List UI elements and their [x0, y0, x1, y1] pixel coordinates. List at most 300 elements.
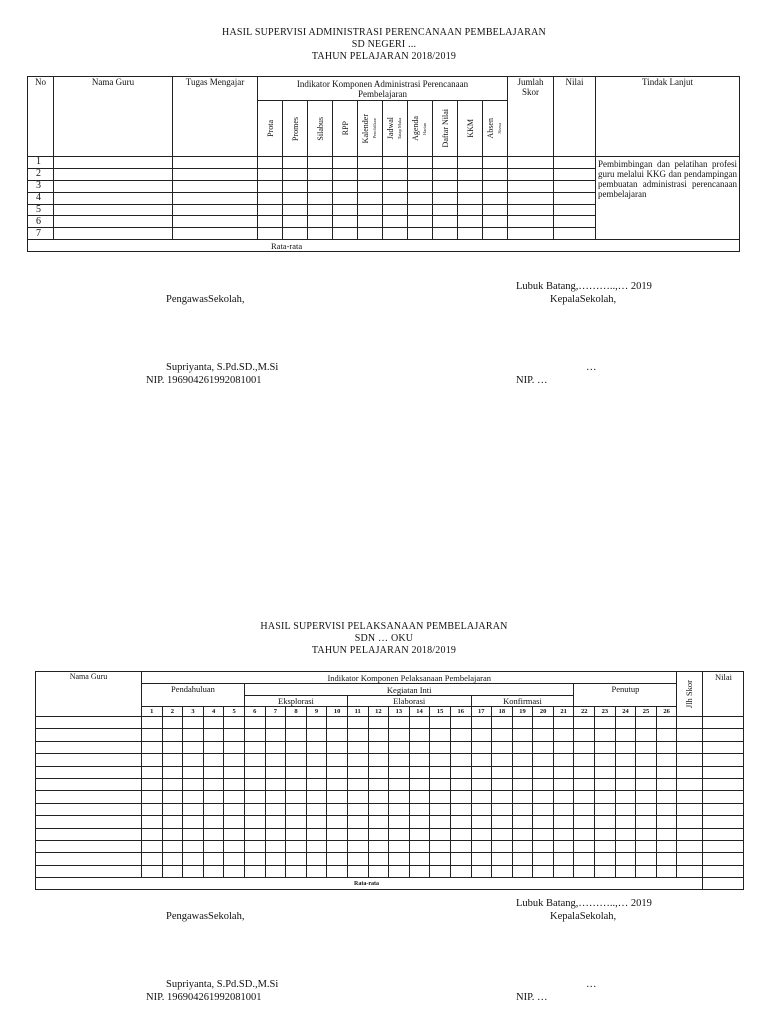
table-cell: [553, 729, 574, 741]
table-cell: [333, 216, 358, 228]
table-cell: [183, 778, 204, 790]
table-cell: [554, 157, 596, 169]
table-cell: [203, 766, 224, 778]
tindak-lanjut-text: Pembimbingan dan pelatihan profesi guru melalui KKG dan pendampingan pembuatan administrasi perencanaan pembelajaran: [596, 157, 740, 240]
table-cell: [677, 840, 703, 852]
table-cell: [327, 766, 348, 778]
table-cell: [471, 840, 492, 852]
table-cell: [533, 717, 554, 729]
indicator-number: 5: [224, 707, 245, 717]
table-cell: [286, 828, 307, 840]
table-cell: [512, 717, 533, 729]
table-cell: [450, 828, 471, 840]
table-cell: [173, 216, 258, 228]
row-number: 6: [28, 216, 54, 228]
table-cell: [409, 840, 430, 852]
table-cell: [553, 840, 574, 852]
table-cell: [333, 180, 358, 192]
table-cell: [574, 766, 595, 778]
table-cell: [512, 840, 533, 852]
table-cell: [347, 803, 368, 815]
indicator-number: 19: [512, 707, 533, 717]
indicator-prota: [258, 101, 283, 157]
table-cell: [508, 157, 554, 169]
table-cell: [183, 828, 204, 840]
table-cell: [553, 717, 574, 729]
principal-role: KepalaSekolah,: [550, 911, 617, 922]
table-cell: [595, 778, 616, 790]
header-konfirmasi: Konfirmasi: [471, 696, 574, 707]
table-cell: [433, 216, 458, 228]
header-jlh-skor: [677, 672, 703, 717]
table-cell: [656, 754, 677, 766]
table-cell: [450, 853, 471, 865]
table-cell: [408, 180, 433, 192]
table-cell: [389, 778, 410, 790]
indicator-absen: [483, 101, 508, 157]
table-cell: [162, 778, 183, 790]
table-cell: [656, 729, 677, 741]
table-cell: [224, 778, 245, 790]
table-cell: [636, 828, 657, 840]
table-cell: [347, 717, 368, 729]
table-cell: [203, 828, 224, 840]
table-cell: [203, 791, 224, 803]
indicator-promes: [283, 101, 308, 157]
table-cell: [333, 228, 358, 240]
table-cell: [358, 157, 383, 169]
table-cell: [36, 803, 142, 815]
table-cell: [286, 717, 307, 729]
table-cell: [36, 754, 142, 766]
table-cell: [574, 816, 595, 828]
table-cell: [244, 791, 265, 803]
table-cell: [283, 228, 308, 240]
table-cell: [533, 840, 554, 852]
table-cell: [450, 741, 471, 753]
table-cell: [265, 853, 286, 865]
indicator-number: 2: [162, 707, 183, 717]
table-cell: [433, 228, 458, 240]
table-cell: [636, 840, 657, 852]
table-cell: [636, 717, 657, 729]
table-cell: [244, 717, 265, 729]
table-cell: [327, 853, 348, 865]
table-cell: [595, 803, 616, 815]
indicator-agenda: [408, 101, 433, 157]
table-cell: [203, 853, 224, 865]
indicator-label: [411, 116, 429, 141]
indicator-number: 18: [492, 707, 513, 717]
table-cell: [142, 840, 163, 852]
table-cell: [554, 192, 596, 204]
table-cell: [533, 816, 554, 828]
table-cell: [430, 717, 451, 729]
table-cell: [574, 840, 595, 852]
table-cell: [54, 228, 173, 240]
table-cell: [347, 754, 368, 766]
indicator-number: 6: [244, 707, 265, 717]
section2-title-line: TAHUN PELAJARAN 2018/2019: [311, 645, 457, 656]
table-cell: [615, 729, 636, 741]
header-nama-guru: Nama Guru: [36, 672, 142, 717]
table-cell: [595, 828, 616, 840]
table-cell: [677, 816, 703, 828]
table-cell: [533, 828, 554, 840]
table-cell: [471, 741, 492, 753]
table-cell: [306, 754, 327, 766]
table-cell: [677, 754, 703, 766]
indicator-sub: Harian: [422, 122, 427, 135]
table-cell: [677, 717, 703, 729]
indicator-label: [361, 114, 379, 143]
table-cell: [347, 791, 368, 803]
table-cell: [183, 816, 204, 828]
table-cell: [162, 729, 183, 741]
table-cell: [389, 791, 410, 803]
table-cell: [327, 729, 348, 741]
table-cell: [703, 865, 744, 877]
table-cell: [308, 204, 333, 216]
table-cell: [656, 717, 677, 729]
table-cell: [703, 741, 744, 753]
table-cell: [554, 180, 596, 192]
table-cell: [483, 204, 508, 216]
indicator-number: 7: [265, 707, 286, 717]
table-cell: [553, 803, 574, 815]
table-cell: [203, 754, 224, 766]
table-cell: [368, 778, 389, 790]
table-cell: [36, 816, 142, 828]
table-cell: [595, 729, 616, 741]
table-cell: [450, 803, 471, 815]
table-cell: [409, 729, 430, 741]
table-cell: [306, 816, 327, 828]
table-cell: [142, 754, 163, 766]
table-cell: [512, 853, 533, 865]
table-cell: [512, 729, 533, 741]
table-cell: [286, 865, 307, 877]
table-cell: [308, 168, 333, 180]
table-cell: [203, 729, 224, 741]
indicator-number: 24: [615, 707, 636, 717]
row-number: 2: [28, 168, 54, 180]
table-cell: [54, 204, 173, 216]
table-cell: [677, 853, 703, 865]
table-cell: [265, 778, 286, 790]
table-cell: [286, 778, 307, 790]
table-cell: [554, 204, 596, 216]
header-tugas-mengajar: Tugas Mengajar: [173, 77, 258, 157]
table-cell: [458, 204, 483, 216]
table-cell: [265, 816, 286, 828]
table-cell: [389, 840, 410, 852]
table-cell: [450, 766, 471, 778]
table-cell: [258, 157, 283, 169]
table-cell: [327, 741, 348, 753]
table-cell: [483, 180, 508, 192]
table-cell: [574, 741, 595, 753]
table-cell: [368, 865, 389, 877]
table-cell: [615, 766, 636, 778]
table-cell: [554, 216, 596, 228]
table-cell: [408, 216, 433, 228]
table-cell: [162, 803, 183, 815]
row-number: 4: [28, 192, 54, 204]
table-cell: [471, 853, 492, 865]
indicator-label: [386, 117, 404, 139]
table-cell: [389, 816, 410, 828]
indicator-label: [486, 118, 504, 138]
indicator-sub: Pendidikan: [372, 118, 377, 139]
row-number: 3: [28, 180, 54, 192]
table-cell: [471, 778, 492, 790]
table-row: [36, 865, 744, 877]
indicator-jadwal: [383, 101, 408, 157]
table-cell: [512, 865, 533, 877]
table-cell: [383, 168, 408, 180]
table-cell: [162, 865, 183, 877]
table-cell: [483, 157, 508, 169]
table-cell: [483, 228, 508, 240]
table-cell: [327, 865, 348, 877]
table-cell: [333, 192, 358, 204]
table-cell: [203, 741, 224, 753]
table-cell: [383, 204, 408, 216]
table-cell: [368, 717, 389, 729]
table-cell: [409, 791, 430, 803]
indicator-number: 12: [368, 707, 389, 717]
table-cell: [512, 766, 533, 778]
table-cell: [492, 803, 513, 815]
header-elaborasi: Elaborasi: [347, 696, 471, 707]
table-cell: [162, 828, 183, 840]
table-row: [36, 840, 744, 852]
table-row: [36, 828, 744, 840]
table-cell: [554, 228, 596, 240]
table-cell: [265, 717, 286, 729]
table-cell: [308, 228, 333, 240]
table-cell: [36, 828, 142, 840]
table-cell: [703, 803, 744, 815]
table-cell: [553, 778, 574, 790]
table-cell: [308, 192, 333, 204]
table-cell: [173, 180, 258, 192]
table-cell: [36, 717, 142, 729]
table-cell: [389, 865, 410, 877]
table-cell: [327, 840, 348, 852]
table-row: [36, 729, 744, 741]
indicator-number: 1: [142, 707, 163, 717]
indicator-number: 4: [203, 707, 224, 717]
average-label: Rata-rata: [36, 878, 703, 890]
table-cell: [636, 791, 657, 803]
principal-role: KepalaSekolah,: [550, 294, 617, 305]
table-cell: [409, 717, 430, 729]
table-cell: [430, 754, 451, 766]
table-cell: [574, 729, 595, 741]
indicator-main: Agenda: [411, 116, 420, 141]
table-cell: [224, 803, 245, 815]
table-cell: [36, 778, 142, 790]
indicator-label: Promes: [290, 116, 300, 141]
indicator-number: 13: [389, 707, 410, 717]
table-cell: [265, 729, 286, 741]
table-cell: [703, 828, 744, 840]
table-cell: [595, 754, 616, 766]
indicator-label: Silabus: [315, 116, 325, 141]
table-cell: [368, 840, 389, 852]
header-pendahuluan: Pendahuluan: [142, 684, 245, 707]
table-cell: [283, 192, 308, 204]
table-cell: [409, 803, 430, 815]
table-cell: [306, 717, 327, 729]
table-cell: [142, 766, 163, 778]
table-cell: [244, 729, 265, 741]
table-cell: [306, 853, 327, 865]
table-cell: [173, 168, 258, 180]
table-cell: [368, 853, 389, 865]
header-penutup: Penutup: [574, 684, 677, 707]
table-cell: [286, 791, 307, 803]
table-cell: [389, 741, 410, 753]
table-cell: [492, 828, 513, 840]
table-cell: [327, 816, 348, 828]
table-cell: [533, 754, 554, 766]
table-cell: [36, 741, 142, 753]
table-cell: [265, 754, 286, 766]
table-cell: [615, 803, 636, 815]
table-cell: [450, 840, 471, 852]
table-cell: [162, 840, 183, 852]
table-cell: [183, 791, 204, 803]
table-cell: [244, 741, 265, 753]
table-cell: [358, 192, 383, 204]
table-cell: [224, 741, 245, 753]
table-cell: [286, 741, 307, 753]
table-cell: [615, 853, 636, 865]
row-number: 7: [28, 228, 54, 240]
table-cell: [574, 865, 595, 877]
table-cell: [183, 754, 204, 766]
indicator-label: Daftar Nilai: [440, 109, 450, 148]
table-row: [36, 741, 744, 753]
table-cell: [471, 828, 492, 840]
table-cell: [409, 778, 430, 790]
table-cell: [636, 741, 657, 753]
table-body: [28, 157, 740, 240]
indicator-rpp: [333, 101, 358, 157]
table-cell: [574, 791, 595, 803]
table-cell: [162, 754, 183, 766]
table-cell: [162, 791, 183, 803]
table-cell: [430, 766, 451, 778]
table-cell: [286, 853, 307, 865]
table-cell: [183, 717, 204, 729]
table-cell: [512, 741, 533, 753]
table-cell: [142, 816, 163, 828]
table-cell: [458, 168, 483, 180]
section2-title: [0, 621, 768, 657]
table-cell: [389, 803, 410, 815]
table-cell: [358, 204, 383, 216]
table-cell: [389, 729, 410, 741]
principal-nip: NIP. …: [516, 992, 548, 1003]
table-cell: [636, 853, 657, 865]
table-cell: [224, 729, 245, 741]
indicator-number: 25: [636, 707, 657, 717]
header-tindak-lanjut: Tindak Lanjut: [596, 77, 740, 157]
table-cell: [615, 828, 636, 840]
table-cell: [450, 717, 471, 729]
header-indikator: Indikator Komponen Administrasi Perencanaan Pembelajaran: [258, 77, 508, 101]
table-cell: [636, 778, 657, 790]
table-cell: [508, 192, 554, 204]
table-cell: [368, 803, 389, 815]
table-cell: [615, 717, 636, 729]
table-cell: [224, 717, 245, 729]
table-cell: [656, 816, 677, 828]
table-cell: [595, 766, 616, 778]
table-cell: [492, 754, 513, 766]
principal-name: …: [586, 979, 597, 990]
table-cell: [492, 766, 513, 778]
table-cell: [244, 816, 265, 828]
table-cell: [677, 729, 703, 741]
table-cell: [430, 840, 451, 852]
table-cell: [471, 816, 492, 828]
table-row: [36, 754, 744, 766]
indicator-number: 11: [347, 707, 368, 717]
table-cell: [508, 216, 554, 228]
indicator-number: 10: [327, 707, 348, 717]
table-cell: [54, 180, 173, 192]
header-nama-guru: Nama Guru: [54, 77, 173, 157]
table-cell: [286, 754, 307, 766]
table-cell: [533, 803, 554, 815]
table-cell: [173, 204, 258, 216]
table-cell: [656, 791, 677, 803]
table-cell: [183, 766, 204, 778]
supervisor-role: PengawasSekolah,: [166, 911, 245, 922]
table-cell: [492, 791, 513, 803]
table-cell: [183, 729, 204, 741]
table-cell: [333, 204, 358, 216]
table-cell: [458, 157, 483, 169]
table-cell: [615, 754, 636, 766]
table-cell: [286, 803, 307, 815]
indicator-sub: Siswa: [497, 123, 502, 134]
table-cell: [162, 853, 183, 865]
table-cell: [347, 816, 368, 828]
table-cell: [430, 729, 451, 741]
table-cell: [433, 157, 458, 169]
table-cell: [142, 729, 163, 741]
table-cell: [383, 157, 408, 169]
table-cell: [512, 828, 533, 840]
table-cell: [283, 216, 308, 228]
table-cell: [358, 228, 383, 240]
table-cell: [595, 853, 616, 865]
indicator-main: Jadwal: [386, 117, 395, 140]
table-cell: [306, 865, 327, 877]
table-cell: [389, 853, 410, 865]
table-cell: [258, 204, 283, 216]
table-cell: [347, 766, 368, 778]
table-cell: [54, 192, 173, 204]
table-cell: [574, 717, 595, 729]
table-cell: [36, 840, 142, 852]
